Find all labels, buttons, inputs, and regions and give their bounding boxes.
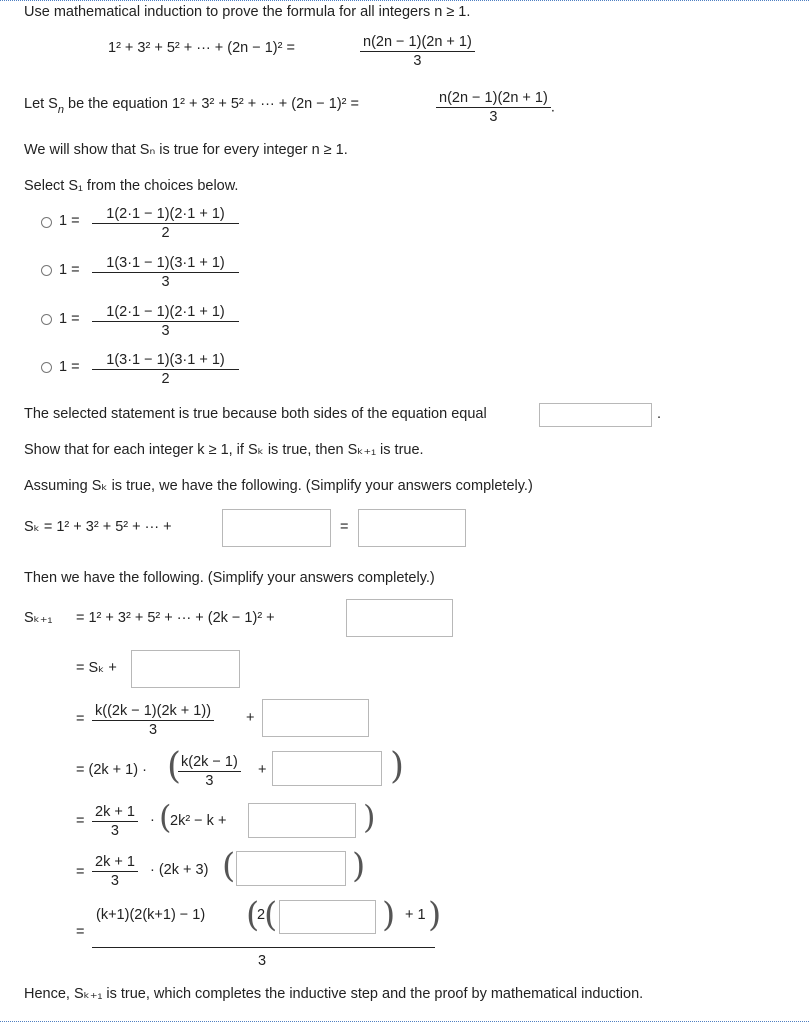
step3-left-paren: (: [167, 746, 182, 787]
sk1-next-term-input[interactable]: [346, 599, 453, 637]
choice-radio-1[interactable]: [41, 217, 52, 228]
step4-fraction: $\frac{2k + 1}{3}$: [92, 803, 138, 840]
inductive-show-text: Show that for each integer k ≥ 1, if Sₖ is true, then Sₖ₊₁ is true.: [24, 442, 424, 458]
conclusion-text: Hence, Sₖ₊₁ is true, which completes the inductive step and the proof by mathematical induction.: [24, 986, 644, 1002]
sk-expression: Sₖ = 1² + 3² + 5² + ··· +: [24, 519, 172, 535]
choice-3-fraction: $\frac{1(2\cdot 1 - 1)(2\cdot 1 + 1)}{3}$: [92, 303, 239, 340]
bottom-divider: [0, 1021, 809, 1022]
sk1-label: Sₖ₊₁: [24, 610, 53, 626]
sk1-expression: = 1² + 3² + 5² + ··· + (2k − 1)² +: [76, 610, 275, 626]
step3-right-paren: ): [390, 746, 405, 787]
choice-1-fraction: $\frac{1(2\cdot 1 - 1)(2\cdot 1 + 1)}{2}$: [92, 205, 239, 242]
choice-2-fraction: $\frac{1(3\cdot 1 - 1)(3\cdot 1 + 1)}{3}$: [92, 254, 239, 291]
choice-1-lhs: 1 =: [59, 213, 80, 229]
step3-prefix: = (2k + 1) ·: [76, 762, 147, 778]
step4-input[interactable]: [248, 803, 356, 838]
step6-numerator: (k+1)(2(k+1) − 1): [96, 907, 206, 923]
step5-right-paren: ): [352, 846, 366, 886]
step6-fraction-bar: [92, 947, 435, 948]
step6-input[interactable]: [279, 900, 376, 934]
step4-left-paren: (: [159, 798, 172, 836]
selected-statement-text: The selected statement is true because both sides of the equation equal: [24, 406, 487, 422]
both-sides-value-input[interactable]: [539, 403, 652, 427]
choice-2-lhs: 1 =: [59, 262, 80, 278]
then-text: Then we have the following. (Simplify your answers completely.): [24, 570, 435, 586]
formula-fraction: $\frac{n(2n - 1)(2n + 1)}{3}$: [360, 33, 475, 70]
step5-fraction: $\frac{2k + 1}{3}$: [92, 853, 138, 890]
step4-right-paren: ): [363, 798, 376, 836]
assume-text: Assuming Sₖ is true, we have the following. (Simplify your answers completely.): [24, 478, 533, 494]
choice-radio-4[interactable]: [41, 362, 52, 373]
formula-lhs: 1² + 3² + 5² + ··· + (2n − 1)² =: [108, 40, 295, 56]
step4-inner: 2k² − k +: [170, 813, 227, 829]
let-fraction: $\frac{n(2n - 1)(2n + 1)}{3}$: [436, 89, 551, 126]
choice-radio-3[interactable]: [41, 314, 52, 325]
choice-radio-2[interactable]: [41, 265, 52, 276]
step2-fraction: $\frac{k((2k - 1)(2k + 1))}{3}$: [92, 702, 214, 739]
step2-input[interactable]: [262, 699, 369, 737]
step5-input[interactable]: [236, 851, 346, 886]
sk-last-term-input[interactable]: [222, 509, 331, 547]
sk-sum-input[interactable]: [358, 509, 466, 547]
choice-4-lhs: 1 =: [59, 359, 80, 375]
top-divider: [0, 0, 809, 1]
step5-left-paren: (: [222, 846, 236, 886]
choice-4-fraction: $\frac{1(3\cdot 1 - 1)(3\cdot 1 + 1)}{2}$: [92, 351, 239, 388]
step3-input[interactable]: [272, 751, 382, 786]
step6-denominator: 3: [258, 953, 267, 969]
select-prompt: Select S₁ from the choices below.: [24, 178, 239, 194]
step1-text: = Sₖ +: [76, 660, 117, 676]
show-line: We will show that Sₙ is true for every integer n ≥ 1.: [24, 142, 348, 158]
step1-input[interactable]: [131, 650, 240, 688]
let-line: Let $S_n$ be the equation 1² + 3² + 5² + ··· + (2n − 1)² =: [24, 96, 359, 116]
choice-3-lhs: 1 =: [59, 311, 80, 327]
problem-prompt: Use mathematical induction to prove the formula for all integers n ≥ 1.: [24, 4, 471, 20]
step5-mid: · (2k + 3): [150, 862, 209, 878]
step3-fraction: $\frac{k(2k - 1)}{3}$: [178, 753, 241, 790]
